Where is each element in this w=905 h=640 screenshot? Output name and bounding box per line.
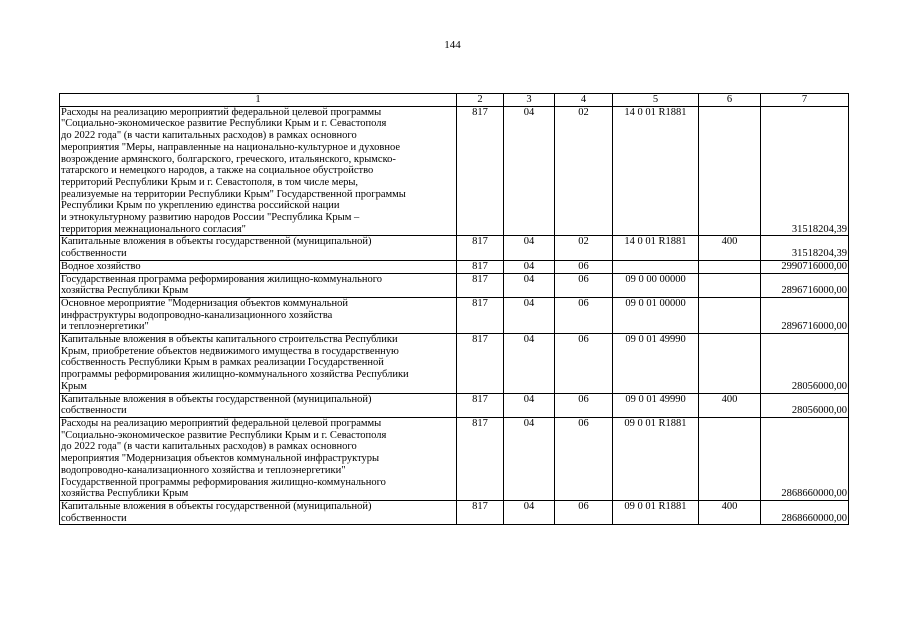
- target-article-cell: 14 0 01 R1881: [613, 236, 699, 260]
- ministry-code-cell: 817: [457, 297, 504, 333]
- expense-name-line: Расходы на реализацию мероприятий федеральной целевой программы: [61, 417, 382, 429]
- target-article-cell: 09 0 01 R1881: [613, 417, 699, 500]
- budget-table: [59, 93, 849, 525]
- section-code-cell: 04: [504, 297, 555, 333]
- expense-name-line: Государственной программы реформирования жилищно-коммунального: [61, 476, 386, 488]
- table-header-row: [60, 94, 849, 107]
- table-row: [60, 260, 849, 273]
- expense-name-line: "Социально-экономическое развитие Республики Крым и г. Севастополя: [61, 118, 387, 130]
- amount-cell: 2868660000,00: [761, 417, 849, 500]
- target-article-cell: 09 0 01 R1881: [613, 500, 699, 524]
- expense-name-line: реализуемые на территории Республики Крым" Государственной программы: [61, 188, 406, 200]
- header-cell: 7: [761, 94, 849, 107]
- expense-name-line: возрождение армянского, болгарского, греческого, итальянского, крымско-: [61, 153, 396, 165]
- expense-name-line: Республики Крым по укреплению единства российской нации: [61, 200, 340, 212]
- amount-cell: 2868660000,00: [761, 500, 849, 524]
- target-article-cell: 09 0 01 49990: [613, 393, 699, 417]
- expense-type-cell: 400: [699, 500, 761, 524]
- expense-type-cell: [699, 297, 761, 333]
- ministry-code-cell: 817: [457, 393, 504, 417]
- subsection-code-cell: 06: [555, 393, 613, 417]
- expense-type-cell: [699, 417, 761, 500]
- expense-name-line: территорий Республики Крым и г. Севастополя, в том числе меры,: [61, 176, 359, 188]
- expense-name-line: инфраструктуры водопроводно-канализационного хозяйства: [61, 309, 333, 321]
- section-code-cell: 04: [504, 236, 555, 260]
- target-article-cell: [613, 260, 699, 273]
- expense-name-line: мероприятия "Меры, направленные на национально-культурное и духовное: [61, 141, 401, 153]
- expense-name-line: Государственная программа реформирования жилищно-коммунального: [61, 273, 383, 285]
- expense-name-line: собственность Республики Крым в рамках реализации Государственной: [61, 357, 384, 369]
- expense-name-line: и теплоэнергетики": [61, 321, 149, 333]
- subsection-code-cell: 02: [555, 236, 613, 260]
- expense-name-line: Водное хозяйство: [61, 260, 141, 272]
- table-row: [60, 500, 849, 524]
- table-row: [60, 106, 849, 236]
- expense-name-line: татарского и немецкого народов, а также на социальное обустройство: [61, 165, 374, 177]
- ministry-code-cell: 817: [457, 500, 504, 524]
- section-code-cell: 04: [504, 393, 555, 417]
- amount-cell: 2990716000,00: [761, 260, 849, 273]
- subsection-code-cell: 06: [555, 500, 613, 524]
- expense-name-line: территория межнационального согласия": [61, 223, 246, 235]
- expense-name-line: Капитальные вложения в объекты государственной (муниципальной): [61, 236, 372, 248]
- header-cell: 2: [457, 94, 504, 107]
- expense-name-cell: [60, 106, 457, 236]
- amount-cell: 2896716000,00: [761, 297, 849, 333]
- expense-name-line: Крым, приобретение объектов недвижимого имущества в государственную: [61, 345, 399, 357]
- expense-name-cell: [60, 334, 457, 394]
- expense-name-line: Капитальные вложения в объекты капитального строительства Республики: [61, 334, 398, 346]
- ministry-code-cell: 817: [457, 273, 504, 297]
- ministry-code-cell: 817: [457, 334, 504, 394]
- expense-name-line: до 2022 года" (в части капитальных расходов) в рамках основного: [61, 130, 357, 142]
- expense-name-cell: [60, 393, 457, 417]
- expense-type-cell: [699, 334, 761, 394]
- expense-name-line: Капитальные вложения в объекты государственной (муниципальной): [61, 393, 372, 405]
- subsection-code-cell: 02: [555, 106, 613, 236]
- expense-name-line: Расходы на реализацию мероприятий федеральной целевой программы: [61, 106, 382, 118]
- header-cell: 5: [613, 94, 699, 107]
- page-number: 144: [444, 39, 461, 51]
- target-article-cell: 09 0 00 00000: [613, 273, 699, 297]
- amount-cell: 28056000,00: [761, 334, 849, 394]
- expense-name-line: собственности: [61, 405, 127, 417]
- expense-name-line: мероприятия "Модернизация объектов коммунальной инфраструктуры: [61, 453, 380, 465]
- subsection-code-cell: 06: [555, 273, 613, 297]
- section-code-cell: 04: [504, 260, 555, 273]
- expense-name-cell: [60, 273, 457, 297]
- expense-name-cell: [60, 500, 457, 524]
- section-code-cell: 04: [504, 106, 555, 236]
- expense-type-cell: [699, 273, 761, 297]
- header-cell: 4: [555, 94, 613, 107]
- ministry-code-cell: 817: [457, 106, 504, 236]
- subsection-code-cell: 06: [555, 260, 613, 273]
- header-cell: 6: [699, 94, 761, 107]
- expense-name-line: собственности: [61, 512, 127, 524]
- expense-name-line: хозяйства Республики Крым: [61, 285, 189, 297]
- amount-cell: 2896716000,00: [761, 273, 849, 297]
- amount-cell: 28056000,00: [761, 393, 849, 417]
- expense-name-cell: [60, 260, 457, 273]
- target-article-cell: 09 0 01 00000: [613, 297, 699, 333]
- section-code-cell: 04: [504, 334, 555, 394]
- amount-cell: 31518204,39: [761, 236, 849, 260]
- table-row: [60, 393, 849, 417]
- target-article-cell: 09 0 01 49990: [613, 334, 699, 394]
- expense-name-line: Капитальные вложения в объекты государственной (муниципальной): [61, 500, 372, 512]
- ministry-code-cell: 817: [457, 236, 504, 260]
- expense-name-cell: [60, 417, 457, 500]
- table-row: [60, 417, 849, 500]
- expense-name-cell: [60, 297, 457, 333]
- table-row: [60, 334, 849, 394]
- expense-type-cell: [699, 106, 761, 236]
- header-cell: 3: [504, 94, 555, 107]
- header-cell: 1: [60, 94, 457, 107]
- expense-name-line: "Социально-экономическое развитие Республики Крым и г. Севастополя: [61, 429, 387, 441]
- expense-name-line: водопроводно-канализационного хозяйства и теплоэнергетики": [61, 464, 346, 476]
- table-row: [60, 236, 849, 260]
- expense-type-cell: 400: [699, 236, 761, 260]
- expense-name-cell: [60, 236, 457, 260]
- expense-name-line: Крым: [61, 380, 87, 392]
- expense-type-cell: [699, 260, 761, 273]
- ministry-code-cell: 817: [457, 260, 504, 273]
- subsection-code-cell: 06: [555, 297, 613, 333]
- expense-name-line: до 2022 года" (в части капитальных расходов) в рамках основного: [61, 441, 357, 453]
- section-code-cell: 04: [504, 417, 555, 500]
- section-code-cell: 04: [504, 273, 555, 297]
- ministry-code-cell: 817: [457, 417, 504, 500]
- expense-name-line: Основное мероприятие "Модернизация объектов коммунальной: [61, 297, 348, 309]
- subsection-code-cell: 06: [555, 417, 613, 500]
- amount-cell: 31518204,39: [761, 106, 849, 236]
- expense-type-cell: 400: [699, 393, 761, 417]
- section-code-cell: 04: [504, 500, 555, 524]
- table-row: [60, 273, 849, 297]
- expense-name-line: собственности: [61, 248, 127, 260]
- table-row: [60, 297, 849, 333]
- expense-name-line: хозяйства Республики Крым: [61, 488, 189, 500]
- expense-name-line: программы реформирования жилищно-коммунального хозяйства Республики: [61, 369, 409, 381]
- target-article-cell: 14 0 01 R1881: [613, 106, 699, 236]
- expense-name-line: и этнокультурному развитию народов России "Республика Крым –: [61, 212, 360, 224]
- subsection-code-cell: 06: [555, 334, 613, 394]
